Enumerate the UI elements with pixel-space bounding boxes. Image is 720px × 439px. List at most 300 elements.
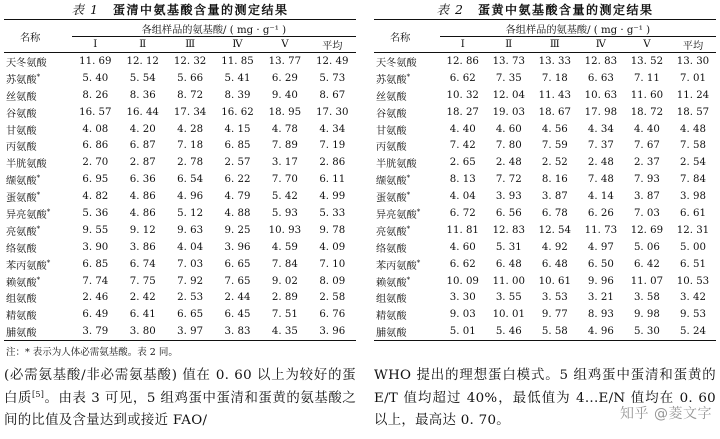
amino-acid-label: 缬氨酸: [376, 176, 407, 188]
table-cell: 2. 87: [129, 157, 156, 169]
table-cell: 18. 67: [538, 106, 572, 118]
amino-acid-name: [374, 154, 440, 171]
table1-number: 表 1: [71, 2, 99, 17]
left-paragraph: [4, 365, 356, 433]
amino-acid-label: 蛋氨酸: [376, 193, 407, 205]
amino-acid-label: 异亮氨酸: [6, 209, 47, 221]
table-cell: 6. 26: [587, 207, 614, 219]
table1-header-name: 名称: [4, 20, 72, 53]
table-cell: 10. 53: [676, 275, 710, 287]
table-cell: 4. 92: [541, 241, 568, 253]
table-cell: 4. 96: [578, 323, 624, 340]
table-cell: 2. 44: [224, 292, 251, 304]
table-cell: 6. 54: [177, 174, 204, 186]
table-cell: 4. 86: [129, 207, 156, 219]
amino-acid-label: 丝氨酸: [6, 91, 37, 103]
table-cell: 4. 08: [82, 123, 109, 135]
table-cell: 3. 80: [119, 323, 166, 340]
table-cell: 7. 70: [271, 174, 298, 186]
table-cell: 4. 35: [261, 323, 308, 340]
amino-acid-label: 天冬氨酸: [6, 57, 47, 69]
table-cell: 3. 30: [449, 292, 476, 304]
table-cell: 16. 44: [126, 106, 159, 118]
column-header: Ⅱ: [119, 37, 166, 53]
table-cell: 2. 89: [271, 292, 298, 304]
table-cell: 5. 93: [271, 207, 298, 219]
table-cell: 17. 30: [316, 106, 349, 118]
amino-acid-label: 谷氨酸: [6, 108, 37, 120]
column-header: Ⅴ: [261, 37, 308, 53]
table-cell: 6. 63: [587, 72, 614, 84]
table-cell: 6. 65: [224, 258, 251, 270]
table-row: [374, 306, 716, 323]
table-cell: 7. 37: [587, 140, 614, 152]
table-cell: 8. 39: [224, 89, 251, 101]
table-row: [4, 239, 356, 256]
amino-acid-label: 精氨酸: [6, 311, 37, 323]
table-row: [374, 323, 716, 340]
table-cell: 5. 06: [633, 241, 660, 253]
table-row: [4, 256, 356, 273]
table-row: [374, 205, 716, 222]
table-cell: 6. 65: [177, 309, 204, 321]
amino-acid-name: [374, 205, 440, 222]
amino-acid-name: [4, 137, 72, 154]
table-cell: 7. 03: [633, 207, 660, 219]
amino-acid-name: [4, 289, 72, 306]
table-cell: 4. 04: [449, 191, 476, 203]
table-row: [374, 256, 716, 273]
essential-marker: *: [36, 72, 41, 81]
amino-acid-name: [374, 137, 440, 154]
table-cell: 2. 53: [177, 292, 204, 304]
amino-acid-name: [374, 273, 440, 290]
amino-acid-name: [4, 306, 72, 323]
table-cell: 7. 67: [633, 140, 660, 152]
table-cell: 7. 84: [271, 258, 298, 270]
table-cell: 6. 45: [224, 309, 251, 321]
table-cell: 6. 85: [224, 140, 251, 152]
table-cell: 8. 09: [319, 275, 346, 287]
table-cell: 7. 18: [177, 140, 204, 152]
table-cell: 4. 88: [224, 207, 251, 219]
table-cell: 11. 60: [630, 89, 664, 101]
amino-acid-name: [4, 222, 72, 239]
table-cell: 3. 97: [166, 323, 213, 340]
amino-acid-name: [374, 53, 440, 70]
amino-acid-label: 亮氨酸: [6, 226, 37, 238]
amino-acid-label: 苯丙氨酸: [6, 260, 47, 272]
table-cell: 4. 78: [271, 123, 298, 135]
table-cell: 6. 29: [271, 72, 298, 84]
table-cell: 2. 52: [541, 157, 568, 169]
amino-acid-label: 脯氨酸: [6, 328, 37, 340]
table-cell: 6. 56: [495, 207, 522, 219]
table-cell: 4. 82: [82, 191, 109, 203]
table-cell: 7. 48: [587, 174, 614, 186]
table-cell: 10. 09: [446, 275, 479, 287]
table-row: [4, 87, 356, 104]
table-cell: 11. 69: [79, 55, 112, 67]
table-cell: 5. 41: [224, 72, 251, 84]
amino-acid-label: 天冬氨酸: [376, 57, 417, 69]
amino-acid-label: 半胱氨酸: [6, 159, 47, 171]
table-cell: 4. 59: [271, 241, 298, 253]
amino-acid-name: [374, 87, 440, 104]
table-row: [4, 323, 356, 340]
table-cell: 6. 11: [319, 174, 346, 186]
table-cell: 13. 77: [268, 55, 302, 67]
table-cell: 6. 51: [680, 258, 706, 270]
table-cell: 6. 87: [129, 140, 156, 152]
table-cell: 6. 78: [541, 207, 568, 219]
table-cell: 3. 58: [633, 292, 660, 304]
table-row: [374, 273, 716, 290]
amino-acid-label: 缬氨酸: [6, 176, 37, 188]
table-row: [4, 273, 356, 290]
amino-acid-name: [374, 70, 440, 87]
amino-acid-name: [374, 239, 440, 256]
right-paragraph: WHO 提出的理想蛋白模式。5 组鸡蛋中蛋清和蛋黄的 E/T 值均超过 40%，最低值为 4...E/N 值均在 0. 60 以上，最高达 0. 70。: [374, 368, 716, 429]
table-cell: 11. 85: [221, 55, 254, 67]
essential-marker: *: [406, 174, 411, 183]
table-cell: 10. 93: [268, 224, 302, 236]
amino-acid-label: 苏氨酸: [376, 74, 407, 86]
table-cell: 5. 73: [319, 72, 346, 84]
table-cell: 2. 37: [633, 157, 660, 169]
table-cell: 7. 80: [495, 140, 522, 152]
table-cell: 13. 30: [676, 55, 710, 67]
table-cell: 4. 40: [449, 123, 476, 135]
table2-caption: [374, 1, 716, 19]
amino-acid-name: [4, 256, 72, 273]
table-cell: 12. 12: [126, 55, 159, 67]
table-row: [4, 53, 356, 70]
table-cell: 17. 98: [584, 106, 618, 118]
table-cell: 10. 01: [492, 309, 525, 321]
table-cell: 6. 62: [449, 258, 476, 270]
table-cell: 4. 60: [495, 123, 522, 135]
table-cell: 4. 28: [177, 123, 204, 135]
table-cell: 9. 96: [587, 275, 614, 287]
table-row: [4, 137, 356, 154]
table-cell: 5. 33: [319, 207, 346, 219]
table-cell: 5. 66: [177, 72, 204, 84]
table-cell: 7. 11: [633, 72, 660, 84]
table-cell: 6. 62: [449, 72, 476, 84]
table-row: [374, 289, 716, 306]
table-cell: 18. 72: [630, 106, 664, 118]
table-cell: 7. 42: [449, 140, 476, 152]
table-cell: 4. 40: [633, 123, 660, 135]
table-row: [4, 121, 356, 138]
table-cell: 3. 17: [271, 157, 298, 169]
table-cell: 2. 78: [177, 157, 204, 169]
table-cell: 3. 55: [495, 292, 522, 304]
table-cell: 5. 01: [440, 323, 486, 340]
table-cell: 4. 60: [449, 241, 476, 253]
table-cell: 5. 12: [177, 207, 204, 219]
table-cell: 4. 56: [541, 123, 568, 135]
essential-marker: *: [46, 207, 51, 216]
table1-body: [4, 53, 356, 341]
table-cell: 11. 73: [584, 224, 618, 236]
table-cell: 11. 43: [538, 89, 572, 101]
table-cell: 7. 18: [541, 72, 568, 84]
table-cell: 4. 20: [129, 123, 156, 135]
table-cell: 12. 83: [492, 224, 525, 236]
table-row: [374, 70, 716, 87]
table-cell: 17. 34: [173, 106, 207, 118]
amino-acid-name: [4, 121, 72, 138]
table-cell: 6. 48: [541, 258, 568, 270]
table-row: [4, 222, 356, 239]
amino-acid-name: [4, 239, 72, 256]
table-cell: 2. 70: [82, 157, 109, 169]
amino-acid-name: [4, 53, 72, 70]
table-cell: 4. 79: [224, 191, 251, 203]
table-cell: 4. 09: [319, 241, 346, 253]
table-cell: 7. 03: [177, 258, 204, 270]
table-cell: 7. 58: [680, 140, 706, 152]
table-cell: 18. 95: [268, 106, 302, 118]
table-cell: 12. 49: [316, 55, 349, 67]
table-row: [4, 205, 356, 222]
column-header: Ⅱ: [486, 37, 532, 53]
table-cell: 2. 54: [680, 157, 706, 169]
table2-body: [374, 53, 716, 341]
table-row: [4, 70, 356, 87]
table-cell: 2. 48: [495, 157, 522, 169]
table-cell: 9. 98: [633, 309, 660, 321]
table-cell: 6. 85: [82, 258, 109, 270]
table-cell: 5. 30: [624, 323, 670, 340]
amino-acid-name: [4, 70, 72, 87]
table-row: [374, 104, 716, 121]
column-header: Ⅰ: [440, 37, 486, 53]
table-cell: 6. 36: [129, 174, 156, 186]
table-row: [374, 137, 716, 154]
table-cell: 13. 52: [630, 55, 664, 67]
table-cell: 6. 95: [82, 174, 109, 186]
table-cell: 5. 00: [680, 241, 706, 253]
table-cell: 5. 58: [532, 323, 578, 340]
table-cell: 9. 77: [541, 309, 568, 321]
table-cell: 3. 93: [495, 191, 522, 203]
table-cell: 11. 81: [446, 224, 479, 236]
table-cell: 2. 58: [319, 292, 346, 304]
table-cell: 6. 48: [495, 258, 522, 270]
column-header: Ⅰ: [72, 37, 119, 53]
table-cell: 4. 86: [129, 191, 156, 203]
amino-acid-label: 脯氨酸: [376, 328, 407, 340]
table-row: [374, 171, 716, 188]
table-cell: 2. 86: [319, 157, 346, 169]
table-cell: 18. 27: [446, 106, 479, 118]
table-cell: 3. 98: [680, 191, 706, 203]
essential-marker: *: [406, 191, 411, 200]
table-cell: 7. 93: [633, 174, 660, 186]
table-row: [4, 306, 356, 323]
amino-acid-label: 谷氨酸: [376, 108, 407, 120]
table-cell: 4. 34: [587, 123, 614, 135]
table1: [4, 19, 356, 341]
table-row: [4, 289, 356, 306]
table-cell: 12. 83: [584, 55, 618, 67]
table-row: [4, 171, 356, 188]
table-cell: 6. 61: [680, 207, 706, 219]
table-cell: 8. 13: [449, 174, 476, 186]
table-cell: 9. 53: [680, 309, 706, 321]
table-cell: 6. 49: [82, 309, 109, 321]
amino-acid-name: [374, 104, 440, 121]
table-cell: 8. 36: [129, 89, 156, 101]
table-cell: 7. 10: [319, 258, 346, 270]
table-cell: 9. 63: [177, 224, 204, 236]
table-cell: 4. 14: [587, 191, 614, 203]
amino-acid-name: [4, 154, 72, 171]
column-header: Ⅳ: [578, 37, 624, 53]
table-cell: 3. 21: [587, 292, 614, 304]
essential-marker: *: [36, 275, 41, 284]
column-header: Ⅳ: [214, 37, 261, 53]
amino-acid-label: 丙氨酸: [376, 142, 407, 154]
table-cell: 8. 67: [319, 89, 346, 101]
essential-marker: *: [46, 258, 51, 267]
table-cell: 9. 78: [319, 224, 346, 236]
column-header: Ⅴ: [624, 37, 670, 53]
table-cell: 5. 42: [271, 191, 298, 203]
table-cell: 19. 03: [492, 106, 525, 118]
table-cell: 7. 89: [271, 140, 298, 152]
column-header: Ⅲ: [166, 37, 213, 53]
amino-acid-label: 异亮氨酸: [376, 209, 417, 221]
table-cell: 7. 72: [495, 174, 522, 186]
amino-acid-name: [374, 256, 440, 273]
amino-acid-name: [4, 104, 72, 121]
table-cell: 6. 74: [129, 258, 156, 270]
table-cell: 2. 42: [129, 292, 156, 304]
table2-title: 蛋黄中氨基酸含量的测定结果: [477, 3, 654, 17]
table-cell: 3. 96: [224, 241, 251, 253]
column-header: 平均: [670, 37, 716, 53]
amino-acid-label: 丙氨酸: [6, 142, 37, 154]
table-cell: 9. 55: [82, 224, 109, 236]
table-cell: 4. 48: [680, 123, 706, 135]
amino-acid-name: [374, 222, 440, 239]
table-cell: 8. 16: [541, 174, 568, 186]
table-cell: 3. 83: [214, 323, 261, 340]
table-cell: 9. 02: [271, 275, 298, 287]
table-cell: 9. 12: [129, 224, 156, 236]
table-row: [374, 87, 716, 104]
amino-acid-name: [374, 306, 440, 323]
table-cell: 6. 42: [633, 258, 660, 270]
zhihu-watermark: 知乎 @菱文字: [620, 406, 712, 422]
amino-acid-label: 苏氨酸: [6, 74, 37, 86]
table-cell: 10. 61: [538, 275, 572, 287]
table-cell: 9. 25: [224, 224, 251, 236]
amino-acid-name: [374, 188, 440, 205]
amino-acid-label: 亮氨酸: [376, 226, 407, 238]
table-cell: 2. 48: [587, 157, 614, 169]
table-row: [4, 188, 356, 205]
amino-acid-name: [4, 171, 72, 188]
table-cell: 6. 86: [82, 140, 109, 152]
table-cell: 3. 87: [541, 191, 568, 203]
table-cell: 4. 15: [224, 123, 251, 135]
amino-acid-label: 蛋氨酸: [6, 193, 37, 205]
amino-acid-label: 半胱氨酸: [376, 159, 417, 171]
table2: [374, 19, 716, 341]
amino-acid-name: [4, 323, 72, 340]
column-header: 平均: [309, 37, 356, 53]
table-cell: 6. 76: [319, 309, 346, 321]
table1-header-group: 各组样品的氨基酸/ ( mg · g⁻¹ ): [72, 20, 356, 37]
table1-caption: [4, 1, 356, 19]
table-cell: 5. 54: [129, 72, 156, 84]
table-cell: 8. 26: [82, 89, 109, 101]
table-cell: 12. 04: [492, 89, 525, 101]
table2-header-group: 各组样品的氨基酸/ ( mg · g⁻¹ ): [440, 20, 716, 37]
table-cell: 8. 93: [587, 309, 614, 321]
table-row: [374, 239, 716, 256]
table-cell: 16. 57: [79, 106, 112, 118]
amino-acid-name: [374, 323, 440, 340]
table-cell: 5. 46: [486, 323, 532, 340]
amino-acid-label: 苯丙氨酸: [376, 260, 417, 272]
table-row: [4, 104, 356, 121]
table-cell: 10. 63: [584, 89, 618, 101]
amino-acid-name: [374, 289, 440, 306]
left-paragraph-text-1: (必需氨基酸/非必需氨基酸) 值在 0. 60 以上为较好的蛋白质: [4, 368, 356, 406]
table-cell: 4. 99: [319, 191, 346, 203]
right-column: [374, 0, 716, 433]
amino-acid-name: [4, 205, 72, 222]
amino-acid-label: 组氨酸: [376, 294, 407, 306]
table1-title: 蛋清中氨基酸含量的测定结果: [112, 3, 289, 17]
essential-marker: *: [406, 224, 411, 233]
table-cell: 2. 46: [82, 292, 109, 304]
table-cell: 7. 19: [319, 140, 346, 152]
table-cell: 11. 00: [492, 275, 525, 287]
essential-marker: *: [36, 224, 41, 233]
amino-acid-name: [4, 87, 72, 104]
table-cell: 10. 32: [446, 89, 479, 101]
table-cell: 12. 54: [538, 224, 572, 236]
essential-marker: *: [406, 275, 411, 284]
left-column: [4, 0, 356, 433]
table-cell: 12. 32: [173, 55, 207, 67]
table-cell: 7. 75: [129, 275, 156, 287]
table-cell: 4. 04: [177, 241, 204, 253]
table-cell: 4. 34: [319, 123, 346, 135]
essential-marker: *: [36, 191, 41, 200]
table-cell: 12. 86: [446, 55, 479, 67]
table-row: [4, 154, 356, 171]
table-cell: 16. 62: [221, 106, 254, 118]
table2-header-name: 名称: [374, 20, 440, 53]
amino-acid-label: 精氨酸: [376, 311, 407, 323]
table-cell: 7. 84: [680, 174, 706, 186]
table-cell: 3. 42: [680, 292, 706, 304]
table-row: [374, 53, 716, 70]
essential-marker: *: [406, 72, 411, 81]
citation-ref[interactable]: [5]: [31, 389, 45, 399]
amino-acid-label: 甘氨酸: [6, 125, 37, 137]
amino-acid-name: [374, 171, 440, 188]
table-cell: 9. 40: [271, 89, 298, 101]
